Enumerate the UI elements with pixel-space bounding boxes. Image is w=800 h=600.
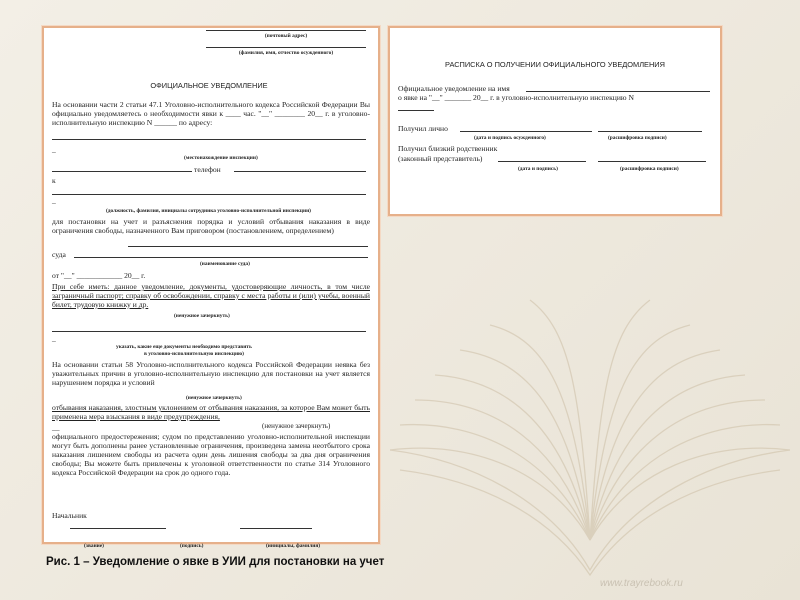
court-name-label: (наименование суда): [200, 261, 250, 267]
verdict-date: от "__" ____________ 20__ г.: [52, 271, 146, 280]
received-decode-line: [598, 131, 702, 132]
phone-line: [234, 171, 366, 172]
receipt-document: [388, 26, 722, 216]
postal-line: [206, 30, 366, 31]
receipt-number-line: [398, 110, 434, 111]
initials-label: (инициалы, фамилия): [266, 543, 321, 549]
chief-name-line: [240, 528, 312, 529]
strike-label-3: (ненужное зачеркнуть): [262, 422, 331, 430]
receipt-title: РАСПИСКА О ПОЛУЧЕНИИ ОФИЦИАЛЬНОГО УВЕДОМЛЕНИЯ: [445, 60, 665, 69]
fio-line: [206, 47, 366, 48]
notice-document: [42, 26, 380, 544]
paragraph-violation: отбывания наказания, злостным уклонением от отбывания наказания, за которое Вам может быть применена мера взыскания в виде предупреждения,: [52, 403, 370, 421]
received-sign-label: (дата и подпись осужденного): [474, 135, 546, 141]
fio-label: (фамилия, имя, отчество осужденного): [238, 50, 334, 56]
relative-decode-line: [598, 161, 706, 162]
strike-label-2: (ненужное зачеркнуть): [186, 395, 242, 401]
location-label: (местонахождение инспекции): [184, 155, 258, 161]
paragraph-basis: На основании части 2 статьи 47.1 Уголовно-исполнительного кодекса Российской Федерации Вы официально уведомляетесь о необходимости явки к ____ час. "__" ________ 20__ г. в уголовно-исполнительную инспекцию N ______ по адресу:: [52, 100, 370, 127]
dash-mark-3: –: [52, 336, 56, 345]
chief-rank-line: [70, 528, 166, 529]
chief-label: Начальник: [52, 511, 87, 520]
address-line-2: [52, 171, 192, 172]
received-decode-label: (расшифровка подписи): [608, 135, 667, 141]
received-label: Получил лично: [398, 124, 448, 133]
document-title: ОФИЦИАЛЬНОЕ УВЕДОМЛЕНИЕ: [150, 81, 268, 90]
receipt-visit-text: о явке на "__" _______ 20__ г. в уголовно-исполнительную инспекцию N: [398, 93, 634, 102]
court-label: суда: [52, 250, 66, 259]
court-line: [74, 257, 368, 258]
sign-label: (подпись): [180, 543, 204, 549]
paragraph-consequences: На основании статьи 58 Уголовно-исполнительного кодекса Российской Федерации неявка без уважительных причин в уголовно-исполнительную инспекцию для постановки на учет является нарушением порядка и условий: [52, 360, 370, 387]
received-sign-line: [460, 131, 592, 132]
receipt-name-label: Официальное уведомление на имя: [398, 84, 510, 93]
paragraph-documents: При себе иметь: данное уведомление, документы, удостоверяющие личность, в том числе заграничный паспорт; справку об освобождении, справку с места работы и (или) учебы, военный билет, трудовую книжку и др.: [52, 282, 370, 309]
relative-decode-label: (расшифровка подписи): [620, 166, 679, 172]
watermark: www.trayrebook.ru: [600, 578, 683, 589]
dash-mark-2: –: [52, 198, 56, 207]
relative-sign-label: (дата и подпись): [518, 166, 558, 172]
rank-label: (звание): [84, 543, 104, 549]
relative-label-1: Получил близкий родственник: [398, 144, 498, 153]
extra-docs-line: [52, 331, 366, 332]
docs-label-2: в уголовно-исполнительную инспекцию): [144, 351, 244, 357]
docs-label-1: указать, какие еще документы необходимо представить: [116, 344, 252, 350]
dash-mark-4: __: [52, 423, 60, 432]
officer-label: (должность, фамилия, инициалы сотрудника уголовно-исполнительной инспекции): [106, 208, 311, 214]
verdict-line: [128, 246, 368, 247]
paragraph-purpose: для постановки на учет и разъяснения порядка и условий отбывания наказания в виде ограничения свободы, назначенного Вам приговором (постановлением, определением): [52, 217, 370, 235]
relative-label-2: (законный представитель): [398, 154, 483, 163]
address-line-1: [52, 139, 366, 140]
figure-caption: Рис. 1 – Уведомление о явке в УИИ для постановки на учет: [46, 556, 385, 568]
strike-label-1: (ненужное зачеркнуть): [174, 313, 230, 319]
receipt-name-line: [526, 91, 710, 92]
book-illustration: [380, 240, 800, 580]
phone-label: телефон: [194, 165, 221, 174]
dash-mark: –: [52, 147, 56, 156]
paragraph-penalty: официального предостережения; судом по представлению уголовно-исполнительной инспекции могут быть дополнены ранее установленные ограничения, произведена замена неотбытого срока наказания лишением свободы из расчета один день лишения свободы за два дня ограничения свободы; Вы можете быть привлечены к уголовной ответственности по статье 314 Уголовного кодекса Российской Федерации на срок до одного года.: [52, 432, 370, 477]
postal-label: (почтовый адрес): [264, 33, 308, 39]
officer-line: [52, 194, 366, 195]
k-label: к: [52, 176, 56, 185]
relative-sign-line: [498, 161, 586, 162]
